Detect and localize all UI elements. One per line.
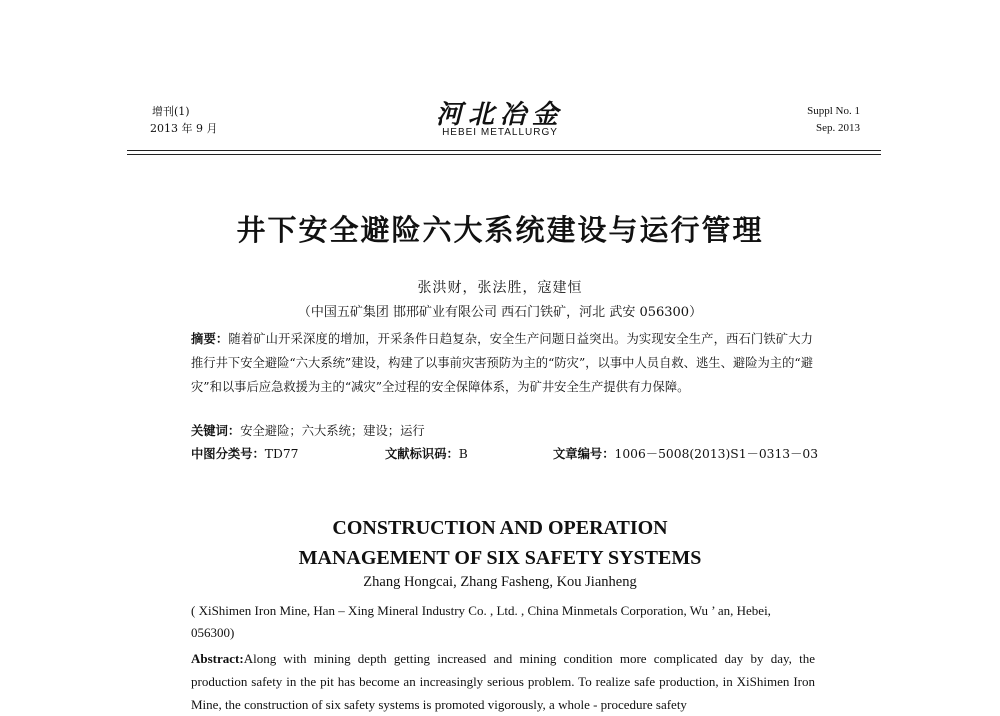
authors-cn: 张洪财，张法胜，寇建恒 bbox=[417, 280, 583, 296]
abstract-label-cn: 摘要： bbox=[191, 332, 229, 346]
header-rule-thick bbox=[127, 150, 881, 151]
journal-name-en: HEBEI METALLURGY bbox=[442, 127, 558, 138]
paper-title-cn: 井下安全避险六大系统建设与运行管理 bbox=[236, 213, 764, 247]
clc-value: TD77 bbox=[264, 447, 299, 461]
authors-en: Zhang Hongcai, Zhang Fasheng, Kou Jianheng bbox=[363, 574, 637, 590]
abstract-text-en: Along with mining depth getting increased and mining condition more complicated day by day, the production safety in the pit has become an increasingly serious problem. To realize safe production, in XiShimen Iron Mine, the construction of six safety systems is promoted vigorously, a whole - procedure safety bbox=[191, 651, 815, 712]
document-code-value: B bbox=[458, 447, 468, 461]
issue-en: Suppl No. 1 bbox=[807, 105, 860, 117]
keywords-label-cn: 关键词： bbox=[191, 424, 241, 438]
clc-number bbox=[191, 444, 299, 462]
date-en: Sep. 2013 bbox=[816, 122, 860, 134]
abstract-en bbox=[191, 647, 815, 716]
article-number-value: 1006－5008(2013)S1－0313－03 bbox=[614, 447, 819, 461]
article-number bbox=[553, 444, 818, 462]
paper-title-en bbox=[0, 513, 1000, 573]
affiliation-cn: （中国五矿集团 邯邢矿业有限公司 西石门铁矿，河北 武安 056300） bbox=[297, 305, 703, 320]
article-number-label: 文章编号： bbox=[553, 447, 615, 461]
clc-label: 中图分类号： bbox=[191, 447, 265, 461]
document-code bbox=[385, 444, 468, 462]
abstract-label-en: Abstract: bbox=[191, 651, 244, 666]
abstract-cn bbox=[191, 327, 813, 399]
title-en-line2: MANAGEMENT OF SIX SAFETY SYSTEMS bbox=[298, 547, 702, 569]
date-cn: 2013 年 9 月 bbox=[150, 122, 218, 135]
document-code-label: 文献标识码： bbox=[385, 447, 459, 461]
header-rule-thin bbox=[127, 154, 881, 155]
journal-name-cn: 河北冶金 bbox=[435, 100, 564, 130]
header-right bbox=[807, 103, 860, 137]
header-left bbox=[150, 103, 217, 137]
affiliation-en: ( XiShimen Iron Mine, Han – Xing Mineral Industry Co. , Ltd. , China Minmetals Corporation, Wu ’ an, Hebei, 056300) bbox=[191, 603, 771, 640]
title-en-line1: CONSTRUCTION AND OPERATION bbox=[332, 517, 668, 539]
journal-logo bbox=[420, 100, 580, 138]
issue-cn: 增刊(1) bbox=[152, 105, 190, 118]
abstract-text-cn: 随着矿山开采深度的增加，开采条件日趋复杂，安全生产问题日益突出。为实现安全生产，西石门铁矿大力推行井下安全避险“六大系统”建设，构建了以事前灾害预防为主的“防灾”，以事中人员自救、逃生、避险为主的“避灾”和以事后应急救援为主的“减灾”全过程的安全保障体系，为矿井安全生产提供有力保障。 bbox=[191, 332, 813, 394]
keywords-text-cn: 安全避险；六大系统；建设；运行 bbox=[240, 424, 425, 438]
keywords-cn bbox=[191, 421, 425, 439]
